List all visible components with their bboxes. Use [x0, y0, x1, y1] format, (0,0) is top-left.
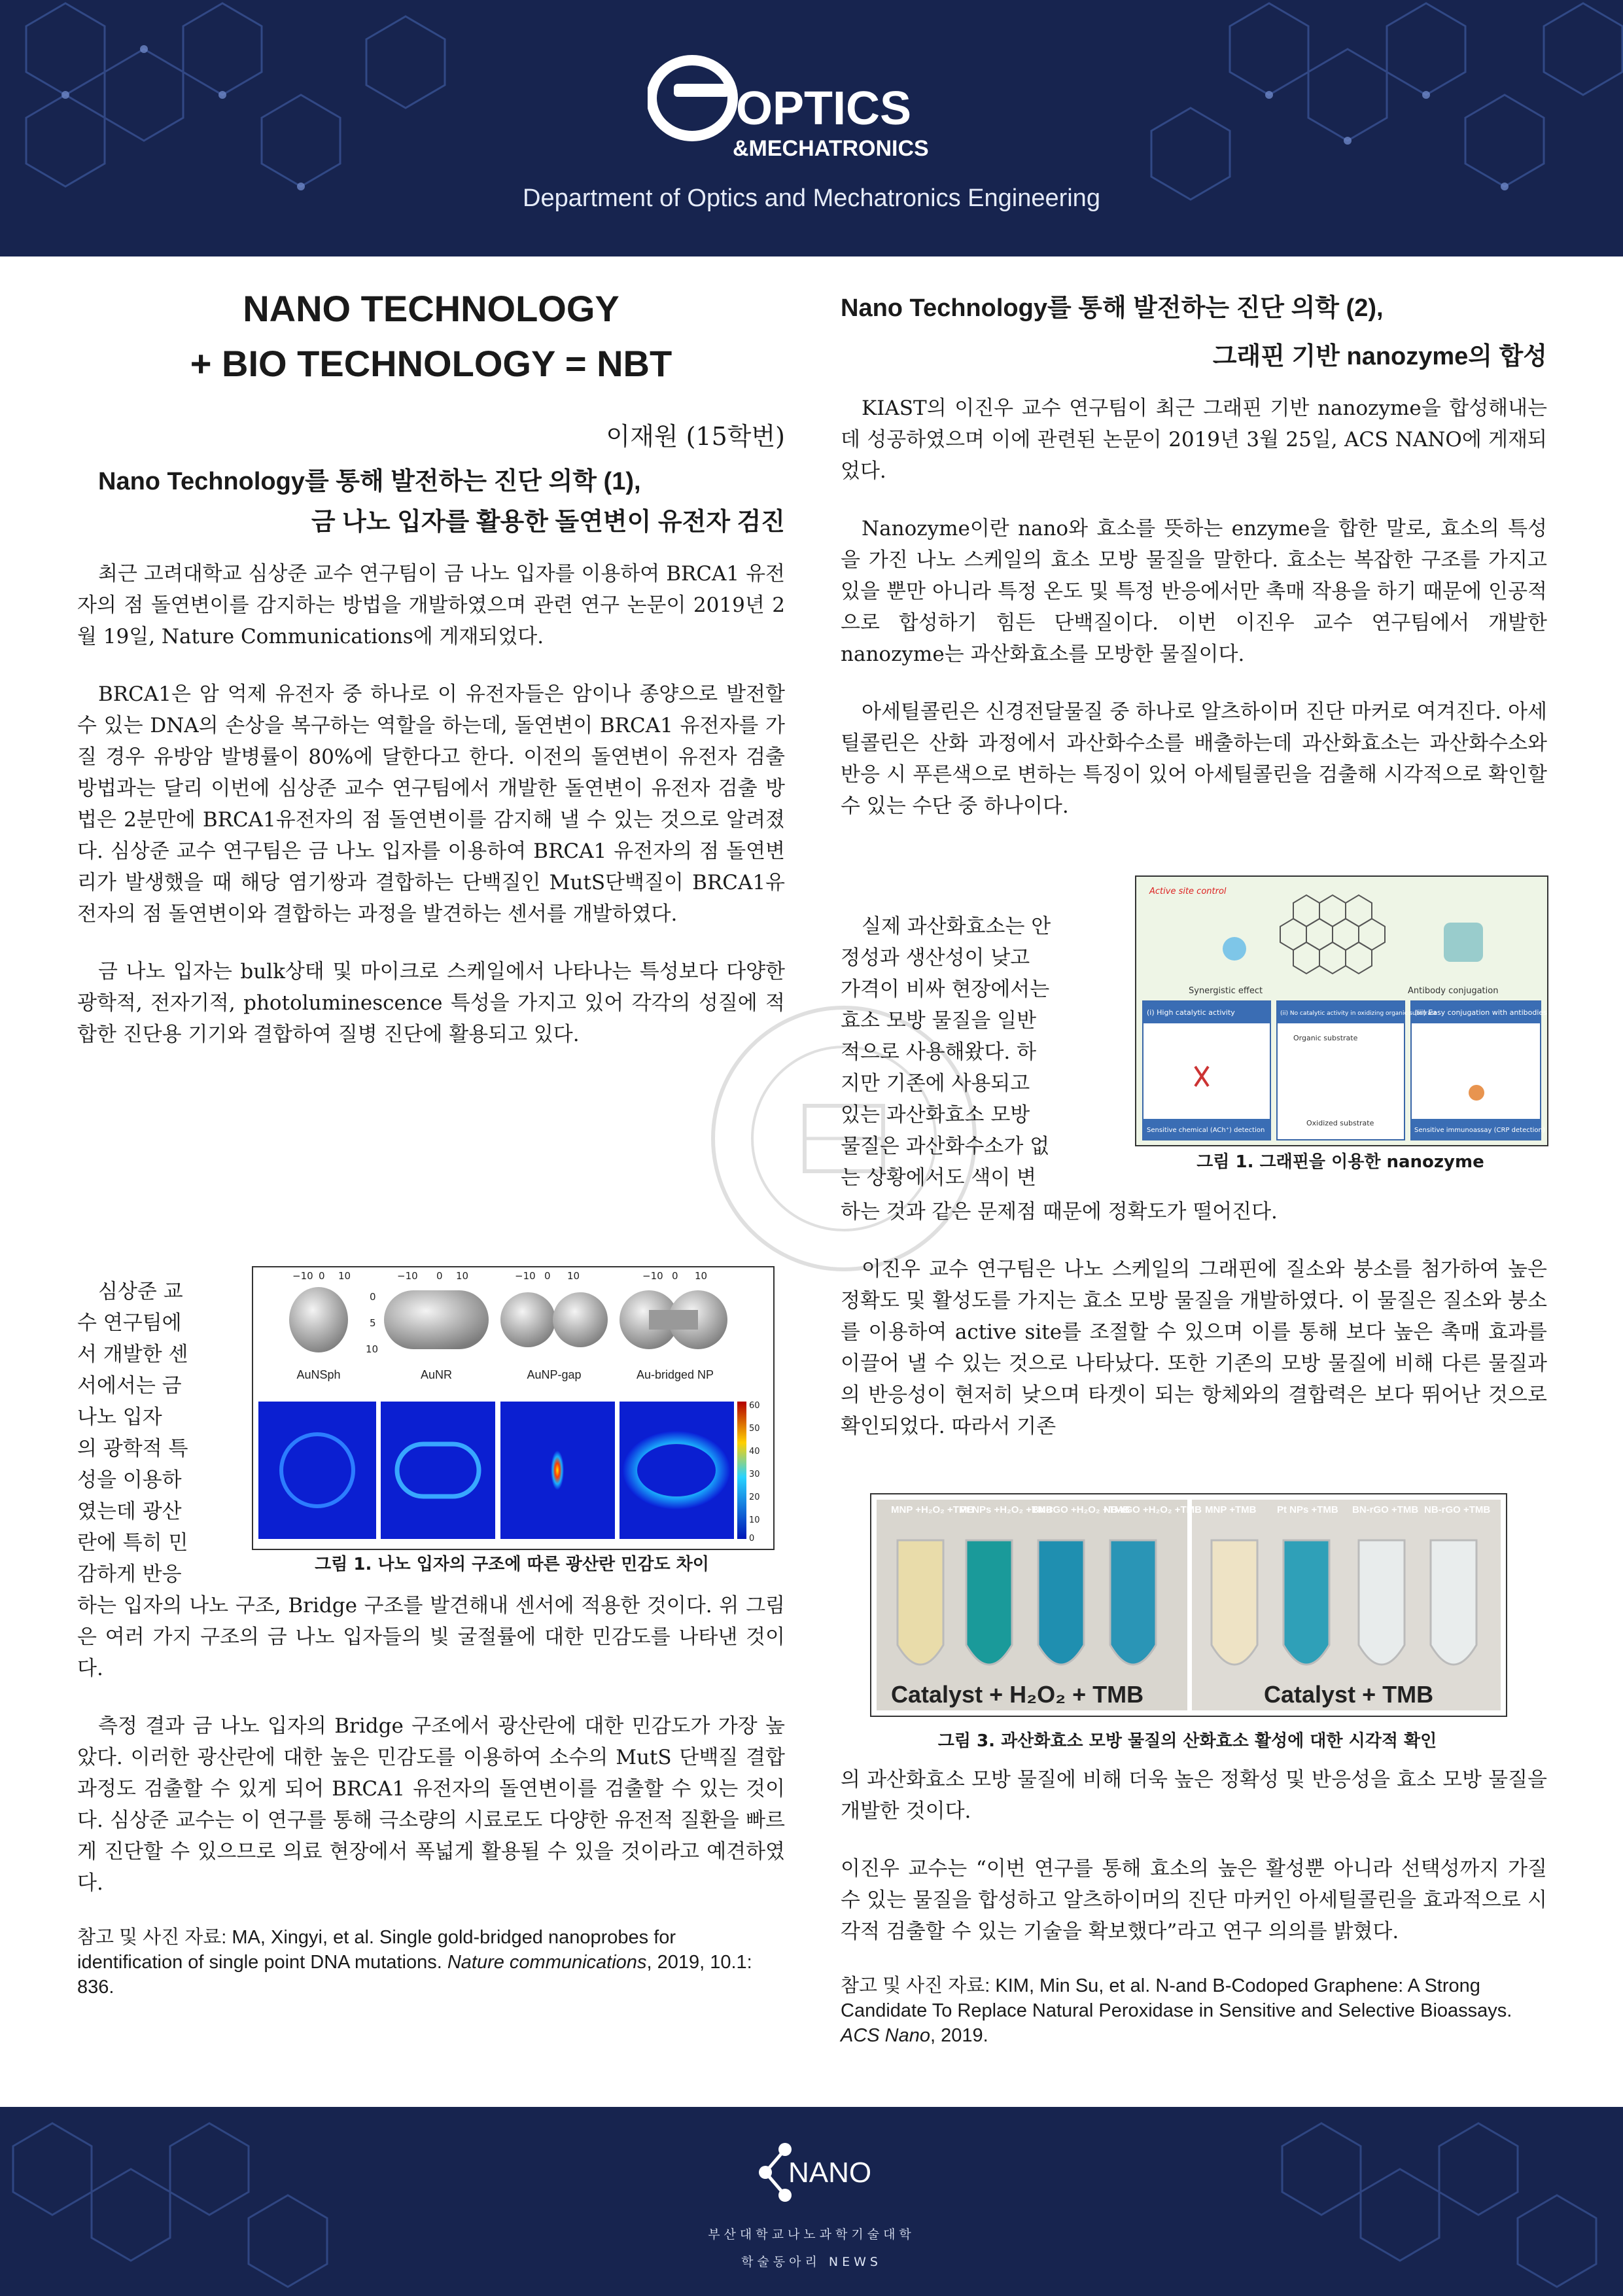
- author: 이재원 (15학번): [606, 422, 785, 451]
- svg-text:−10: −10: [292, 1270, 313, 1282]
- svg-text:30: 30: [749, 1470, 760, 1479]
- svg-text:MNP +H₂O₂ +TMB: MNP +H₂O₂ +TMB: [891, 1504, 975, 1515]
- right-mid-text: [841, 1196, 1547, 1468]
- right-column: [841, 281, 1547, 848]
- header-banner: [0, 0, 1623, 256]
- svg-text:Organic substrate: Organic substrate: [1293, 1034, 1358, 1042]
- nano-badge: [739, 2133, 883, 2205]
- svg-text:10: 10: [567, 1270, 580, 1282]
- svg-text:10: 10: [366, 1343, 379, 1355]
- left-reference: 참고 및 사진 자료: MA, Xingyi, et al. Single gold-bridged nanoprobes for identification of single point DNA mutations. Nature communications, 2019, 10.1: 836.: [77, 1927, 752, 1998]
- svg-text:5: 5: [370, 1317, 376, 1329]
- svg-text:40: 40: [749, 1447, 760, 1457]
- svg-text:0: 0: [672, 1270, 678, 1282]
- panel-label-gap: AuNP-gap: [527, 1368, 582, 1381]
- left-paragraph-3: 금 나노 입자는 bulk상태 및 마이크로 스케일에서 나타나는 특성보다 다양한 광학적, 전자기적, photoluminescence 특성을 가지고 있어 각각의 성질에 적합한 진단용 기기와 결합하여 질병 진단에 활용되고 있다.: [77, 960, 785, 1046]
- right-paragraph-4-rest: 하는 것과 같은 문제점 때문에 정확도가 떨어진다.: [841, 1200, 1278, 1224]
- svg-text:0: 0: [436, 1270, 443, 1282]
- figure-2-caption: 그림 1. 그래핀을 이용한 nanozyme: [1196, 1152, 1484, 1172]
- svg-text:OPTICS: OPTICS: [736, 82, 912, 135]
- optics-logo: [648, 51, 975, 162]
- svg-text:−10: −10: [642, 1270, 663, 1282]
- svg-text:BN-rGO +TMB: BN-rGO +TMB: [1352, 1504, 1419, 1515]
- section-heading-2: [841, 288, 1547, 377]
- right-paragraph-4-wrap: 실제 과산화효소는 안 정성과 생산성이 낮고 가격이 비싸 현장에서는 효소 모방 물질을 일반 적으로 사용해왔다. 하 지만 기존에 사용되고 있는 과산화효소 모방 물질은 과산화수소가 없 는 상황에서도 색이 변: [841, 915, 1051, 1190]
- left-column: [77, 281, 785, 1076]
- svg-text:10: 10: [695, 1270, 708, 1282]
- footer-line1: 부산대학교나노과학기술대학: [708, 2227, 915, 2242]
- svg-text:BN-rGO +H₂O₂ +TMB: BN-rGO +H₂O₂ +TMB: [1032, 1504, 1130, 1515]
- right-lower-text: [841, 1764, 1547, 2048]
- svg-text:10: 10: [456, 1270, 469, 1282]
- svg-text:&MECHATRONICS: &MECHATRONICS: [733, 136, 929, 161]
- figure-tmb-tubes: [870, 1493, 1507, 1717]
- svg-text:(ii) No catalytic activity in: (ii) No catalytic activity in oxidizing organic substrate: [1280, 1010, 1437, 1017]
- svg-text:(i) High catalytic activity: (i) High catalytic activity: [1147, 1008, 1235, 1017]
- right-paragraph-1: KIAST의 이진우 교수 연구팀이 최근 그래핀 기반 nanozyme을 합성해내는 데 성공하였으며 이에 관련된 논문이 2019년 3월 25일, ACS NANO에 게재되었다.: [841, 397, 1547, 483]
- svg-text:NB-rGO +H₂O₂ +TMB: NB-rGO +H₂O₂ +TMB: [1104, 1504, 1202, 1515]
- footer-banner: [0, 2107, 1623, 2296]
- panel-label-rod: AuNR: [420, 1368, 453, 1381]
- svg-text:−10: −10: [515, 1270, 536, 1282]
- section-heading-2-line2: 그래핀 기반 nanozyme의 합성: [1212, 343, 1547, 370]
- svg-text:Oxidized substrate: Oxidized substrate: [1306, 1119, 1374, 1127]
- svg-text:−10: −10: [397, 1270, 418, 1282]
- svg-text:50: 50: [749, 1424, 760, 1434]
- svg-text:60: 60: [749, 1401, 760, 1411]
- figure-nanoparticle-scattering: [252, 1266, 775, 1550]
- svg-text:Sensitive chemical (ACh⁺) dete: Sensitive chemical (ACh⁺) detection: [1147, 1127, 1265, 1134]
- sphere-particle: [289, 1287, 348, 1352]
- svg-text:Pt NPs +H₂O₂ +TMB: Pt NPs +H₂O₂ +TMB: [960, 1504, 1053, 1515]
- panel-label-bridged: Au-bridged NP: [636, 1368, 714, 1381]
- svg-text:MNP +TMB: MNP +TMB: [1205, 1504, 1257, 1515]
- svg-text:0: 0: [749, 1534, 755, 1544]
- right-paragraph-5-rest: 의 과산화효소 모방 물질에 비해 더욱 높은 정확성 및 반응성을 효소 모방 물질을 개발한 것이다.: [841, 1768, 1547, 1823]
- section-heading-1-line2: 금 나노 입자를 활용한 돌연변이 유전자 검진: [311, 508, 785, 536]
- panel-label-sphere: AuNSph: [296, 1368, 341, 1381]
- svg-text:Pt NPs +TMB: Pt NPs +TMB: [1277, 1504, 1338, 1515]
- right-paragraph-5: 이진우 교수 연구팀은 나노 스케일의 그래핀에 질소와 붕소를 첨가하여 높은 정확도 및 활성도를 가지는 효소 모방 물질을 개발하였다. 이 물질은 질소와 붕소를 이용하여 active site를 조절할 수 있으며 이를 통해 보다 높은 촉매 효과를 이끌어 낼 수 있는 것으로 나타났다. 또한 기존의 모방 물질에 비해 다른 물질과의 반응성이 현저히 낮으며 타겟이 되는 항체와의 결합력은 보다 뛰어난 것으로 확인되었다. 따라서 기존: [841, 1258, 1547, 1438]
- svg-text:Active site control: Active site control: [1149, 887, 1227, 896]
- figure-graphene-nanozyme: [1135, 875, 1548, 1146]
- right-paragraph-6: 이진우 교수는 “이번 연구를 통해 효소의 높은 활성뿐 아니라 선택성까지 가질 수 있는 물질을 합성하고 알츠하이머의 진단 마커인 아세틸콜린을 효과적으로 시각적 검출할 수 있는 기술을 확보했다”라고 연구 의의를 밝혔다.: [841, 1857, 1547, 1943]
- svg-text:0: 0: [544, 1270, 551, 1282]
- main-title-line1: NANO TECHNOLOGY: [243, 288, 620, 329]
- svg-text:NANO: NANO: [788, 2157, 872, 2189]
- svg-text:NB-rGO +TMB: NB-rGO +TMB: [1424, 1504, 1491, 1515]
- left-paragraph-2: BRCA1은 암 억제 유전자 중 하나로 이 유전자들은 암이나 종양으로 발전할 수 있는 DNA의 손상을 복구하는 역할을 하는데, 돌연변이 BRCA1 유전자를 가질 경우 유방암 발병률이 80%에 달한다고 한다. 이전의 돌연변이 유전자 검출 방법과는 달리 이번에 심상준 교수 연구팀에서 개발한 돌연변이 유전자 검출 방법은 2분만에 BRCA1유전자의 점 돌연변이를 감지해 낼 수 있는 것으로 알려졌다. 심상준 교수 연구팀은 금 나노 입자를 이용하여 BRCA1 유전자의 점 돌연변리가 발생했을 때 해당 염기쌍과 결합하는 단백질인 MutS단백질이 BRCA1유전자의 점 돌연변이와 결합하는 과정을 발견하는 센서를 개발하였다.: [77, 682, 785, 926]
- department-name: Department of Optics and Mechatronics Engineering: [523, 185, 1100, 212]
- svg-text:20: 20: [749, 1492, 760, 1502]
- right-reference: 참고 및 사진 자료: KIM, Min Su, et al. N-and B-Codoped Graphene: A Strong Candidate To Replace Natural Peroxidase in Sensitive and Selective Bioassays. ACS Nano, 2019.: [841, 1975, 1512, 2046]
- section-heading-1: [77, 461, 785, 542]
- svg-text:(iii) Easy conjugation with an: (iii) Easy conjugation with antibodies: [1414, 1008, 1547, 1017]
- left-paragraph-1: 최근 고려대학교 심상준 교수 연구팀이 금 나노 입자를 이용하여 BRCA1 유전자의 점 돌연변이를 감지하는 방법을 개발하였으며 관련 연구 논문이 2019년 2월 19일, Nature Communications에 게재되었다.: [77, 562, 785, 648]
- svg-text:0: 0: [319, 1270, 325, 1282]
- tubes-right-label: Catalyst + TMB: [1264, 1681, 1434, 1708]
- svg-text:Antibody conjugation: Antibody conjugation: [1408, 986, 1499, 996]
- right-paragraph-3: 아세틸콜린은 신경전달물질 중 하나로 알츠하이머 진단 마커로 여겨진다. 아세틸콜린은 산화 과정에서 과산화수소를 배출하는데 과산화효소는 과산화수소와 반응 시 푸른색으로 변하는 특징이 있어 아세틸콜린을 검출해 시각적으로 확인할 수 있는 수단 중 하나이다.: [841, 700, 1547, 818]
- tubes-left-label: Catalyst + H₂O₂ + TMB: [891, 1681, 1144, 1708]
- section-heading-2-line1: Nano Technology를 통해 발전하는 진단 의학 (2),: [841, 294, 1384, 322]
- svg-text:Sensitive immunoassay (CRP det: Sensitive immunoassay (CRP detection): [1414, 1127, 1545, 1134]
- left-lower-text: [77, 1590, 785, 2000]
- svg-text:10: 10: [749, 1515, 760, 1525]
- right-paragraph-2: Nanozyme이란 nano와 효소를 뜻하는 enzyme을 합한 말로, 효소의 특성을 가진 나노 스케일의 효소 모방 물질을 말한다. 효소는 복잡한 구조를 가지고 있을 뿐만 아니라 특정 온도 및 특정 반응에서만 촉매 작용을 하기 때문에 인공적으로 합성하기 힘든 단백질이다. 이번 이진우 교수 연구팀에서 개발한 nanozyme는 과산화효소를 모방한 물질이다.: [841, 517, 1547, 666]
- svg-text:10: 10: [338, 1270, 351, 1282]
- footer-line2: 학술동아리 NEWS: [741, 2255, 882, 2269]
- svg-text:Synergistic effect: Synergistic effect: [1189, 986, 1263, 996]
- figure-1-caption: 그림 1. 나노 입자의 구조에 따른 광산란 민감도 차이: [315, 1555, 709, 1574]
- left-paragraph-4-wrap: 심상준 교 수 연구팀에 서 개발한 센 서에서는 금 나노 입자 의 광학적 특 성을 이용하 였는데 광산 란에 특히 민 감하게 반응: [77, 1280, 188, 1586]
- section-heading-1-line1: Nano Technology를 통해 발전하는 진단 의학 (1),: [98, 468, 641, 495]
- left-paragraph-5: 측정 결과 금 나노 입자의 Bridge 구조에서 광산란에 대한 민감도가 가장 높았다. 이러한 광산란에 대한 높은 민감도를 이용하여 소수의 MutS 단백질 결합과정도 검출할 수 있게 되어 BRCA1 유전자의 돌연변이를 검출할 수 있는 것이다. 심상준 교수는 이 연구를 통해 극소량의 시료로도 다양한 유전적 질환을 빠르게 진단할 수 있으므로 의료 현장에서 폭넓게 활용될 수 있을 것이라고 예견하였다.: [77, 1714, 785, 1895]
- svg-text:0: 0: [370, 1291, 376, 1303]
- rod-particle: [384, 1290, 489, 1349]
- color-scale-bar: [737, 1402, 746, 1539]
- main-title-line2: + BIO TECHNOLOGY = NBT: [190, 343, 672, 384]
- left-paragraph-4-rest: 하는 입자의 나노 구조, Bridge 구조를 발견해내 센서에 적용한 것이다. 위 그림은 여러 가지 구조의 금 나노 입자들의 빛 굴절률에 대한 민감도를 나타낸 것이다.: [77, 1594, 785, 1680]
- figure-3-caption: 그림 3. 과산화효소 모방 물질의 산화효소 활성에 대한 시각적 확인: [937, 1731, 1437, 1751]
